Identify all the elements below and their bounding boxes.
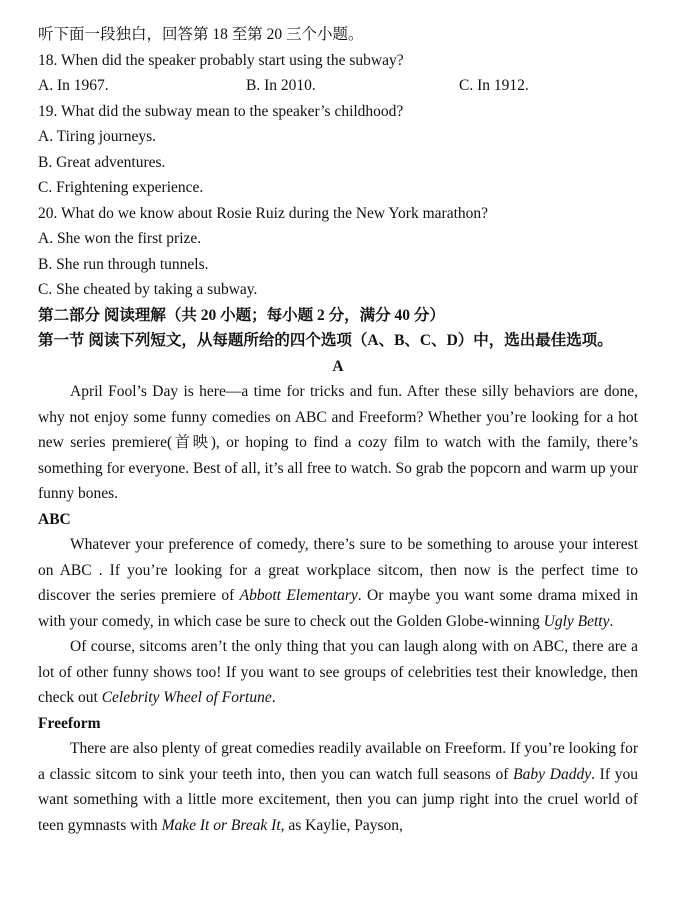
option-b: B. Great adventures. [38,153,166,171]
exam-page [38,22,638,838]
reading-part-title: 第二部分 阅读理解（共 20 小题；每小题 2 分，满分 40 分） [38,306,445,324]
question-18-stem: 18. When did the speaker probably start using the subway? [38,51,404,69]
paragraph-1: April Fool’s Day is here—a time for tricks and fun. After these silly behaviors are done, why not enjoy some funny comedies on ABC and Freeform? Whether you’re looking for a hot new series premiere(首映), or hoping to find a cozy film to watch with the family, there’s something for everyone. Best of all, it’s all free to watch. So grab the popcorn and warm up your funny bones. [38,383,638,502]
show-title: Ugly Betty [543,612,610,630]
option-c: C. She cheated by taking a subway. [38,281,258,298]
show-title: Make It or Break It [161,816,281,834]
option-a: A. Tiring journeys. [38,128,156,145]
abc-heading: ABC [38,510,71,528]
option-c: C. Frightening experience. [38,179,204,196]
option-b: B. In 2010. [246,77,316,94]
paragraph-2: Whatever your preference of comedy, there’s sure to be something to arouse your interest on ABC . If you’re looking for a great workplace sitcom, then now is the perfect time to discover the series premiere of Abbott Elementary. Or maybe you want some drama mixed in with your comedy, in which case be sure to check out the Golden Globe-winning Ugly Betty. [38,536,638,630]
listening-intro: 听下面一段独白，回答第 18 至第 20 三个小题。 [38,26,364,43]
passage-label: A [332,357,344,375]
paragraph-4: There are also plenty of great comedies readily available on Freeform. If you’re looking for a classic sitcom to sink your teeth into, then you can watch full seasons of Baby Daddy. If you want something with a little more excitement, then you can jump right into the cruel world of teen gymnasts with Make It or Break It, as Kaylie, Payson, [38,740,638,834]
question-18-options [38,73,638,99]
freeform-heading: Freeform [38,714,101,732]
option-a: A. In 1967. [38,77,109,94]
show-title: Abbott Elementary [239,587,358,604]
show-title: Baby Daddy [513,765,592,783]
paragraph-3: Of course, sitcoms aren’t the only thing that you can laugh along with on ABC, there are a lot of other funny shows too! If you want to see groups of celebrities test their knowledge, then check out Celebrity Wheel of Fortune. [38,638,638,706]
show-title: Celebrity Wheel of Fortune [101,689,272,706]
section-intro: 第一节 阅读下列短文，从每题所给的四个选项（A、B、C、D）中，选出最佳选项。 [38,332,613,349]
option-a: A. She won the first prize. [38,230,202,247]
option-b: B. She run through tunnels. [38,255,209,273]
question-20-stem: 20. What do we know about Rosie Ruiz during the New York marathon? [38,204,489,222]
question-19-stem: 19. What did the subway mean to the speaker’s childhood? [38,102,404,120]
option-c: C. In 1912. [459,77,529,94]
